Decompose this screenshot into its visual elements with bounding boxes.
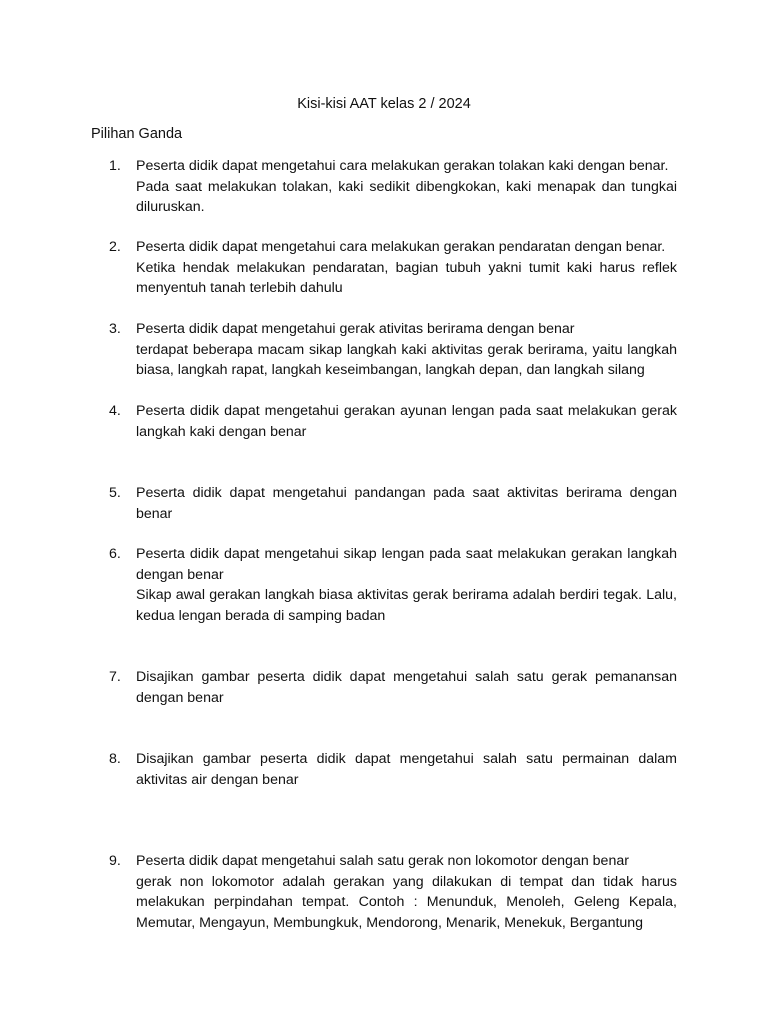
list-item-number: 2. [109, 239, 121, 255]
list-item-text: Disajikan gambar peserta didik dapat mengetahui salah satu permainan dalam aktivitas air dengan benar [136, 751, 677, 788]
list-item-text: Peserta didik dapat mengetahui pandangan pada saat aktivitas berirama dengan benar [136, 485, 677, 522]
list-item-text: Peserta didik dapat mengetahui cara melakukan gerakan pendaratan dengan benar. [136, 239, 666, 255]
list-item-text: Peserta didik dapat mengetahui salah satu gerak non lokomotor dengan benar [136, 853, 629, 869]
list-item-text: Pada saat melakukan tolakan, kaki sedikit dibengkokan, kaki menapak dan tungkai diluruskan. [136, 178, 677, 215]
list-item-text: Peserta didik dapat mengetahui gerakan ayunan lengan pada saat melakukan gerak langkah kaki dengan benar [136, 403, 677, 440]
list-item-number: 4. [109, 403, 121, 419]
section-heading: Pilihan Ganda [91, 126, 183, 142]
list-item-text: Peserta didik dapat mengetahui gerak ativitas berirama dengan benar [136, 321, 575, 337]
list-item-text: Disajikan gambar peserta didik dapat mengetahui salah satu gerak pemanansan dengan benar [136, 669, 677, 706]
list-item-text: Ketika hendak melakukan pendaratan, bagian tubuh yakni tumit kaki harus reflek menyentuh tanah terlebih dahulu [136, 259, 677, 296]
list-item-number: 1. [109, 158, 121, 174]
list-item-number: 8. [109, 751, 121, 767]
list-item-text: Sikap awal gerakan langkah biasa aktivitas gerak berirama adalah berdiri tegak. Lalu, kedua lengan berada di samping badan [136, 587, 677, 624]
document-title: Kisi-kisi AAT kelas 2 / 2024 [297, 96, 471, 112]
list-item-text: Peserta didik dapat mengetahui cara melakukan gerakan tolakan kaki dengan benar. [136, 158, 669, 174]
list-item-number: 6. [109, 546, 121, 562]
list-item-number: 9. [109, 853, 121, 869]
list-item-text: terdapat beberapa macam sikap langkah kaki aktivitas gerak berirama, yaitu langkah biasa, langkah rapat, langkah keseimbangan, langkah depan, dan langkah silang [136, 341, 677, 378]
list-item-number: 3. [109, 321, 121, 337]
list-item-text: gerak non lokomotor adalah gerakan yang dilakukan di tempat dan tidak harus melakukan perpindahan tempat. Contoh : Menunduk, Menoleh, Geleng Kepala, Memutar, Mengayun, Membungkuk, Mendorong, Menarik, Menekuk, Bergantung [136, 873, 677, 931]
list-item-number: 7. [109, 669, 121, 685]
list-item-text: Peserta didik dapat mengetahui sikap lengan pada saat melakukan gerakan langkah dengan benar [136, 546, 677, 583]
list-item-number: 5. [109, 485, 121, 501]
